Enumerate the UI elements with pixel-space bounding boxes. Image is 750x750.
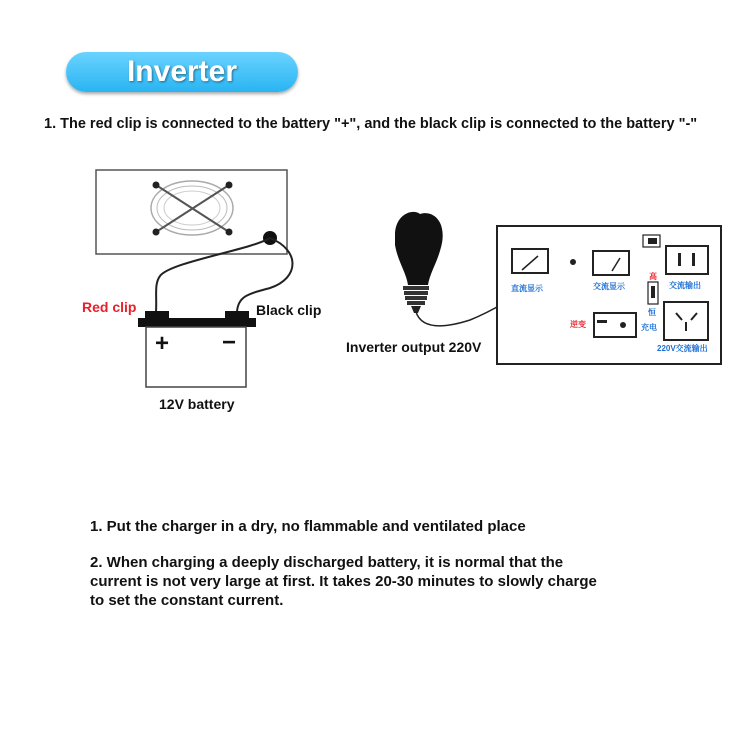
ac-display-label: 交流显示	[593, 282, 625, 291]
inverter-mode-label: 逆变	[570, 320, 586, 329]
light-bulb-icon	[395, 212, 443, 313]
note-2: 2. When charging a deeply discharged battery, it is normal that the current is not very large at first. It takes 20-30 minutes to slowly charge to set the constant current.	[90, 554, 597, 609]
red-clip-label: Red clip	[82, 299, 137, 315]
page-title: Inverter	[126, 55, 238, 88]
high-label: 高	[649, 272, 657, 281]
battery-minus-sign: −	[221, 329, 237, 356]
ac-output-label: 交流输出	[669, 281, 701, 290]
note-1: 1. Put the charger in a dry, no flammable and ventilated place	[90, 518, 526, 535]
black-clip-label: Black clip	[256, 302, 322, 318]
step-1-instruction: 1. The red clip is connected to the battery "+", and the black clip is connected to the battery "-"	[44, 116, 698, 132]
float-label-1: 恒	[648, 308, 656, 317]
float-label-2: 充电	[641, 323, 657, 332]
dc-display-label: 直流显示	[511, 284, 543, 293]
notes-section	[90, 517, 610, 610]
ac-output-220-label: 220V交流输出	[657, 344, 708, 353]
battery-label: 12V battery	[159, 396, 235, 412]
battery-plus-sign: +	[154, 330, 170, 357]
inverter-output-label: Inverter output 220V	[346, 339, 482, 355]
charger-unit	[96, 170, 287, 254]
